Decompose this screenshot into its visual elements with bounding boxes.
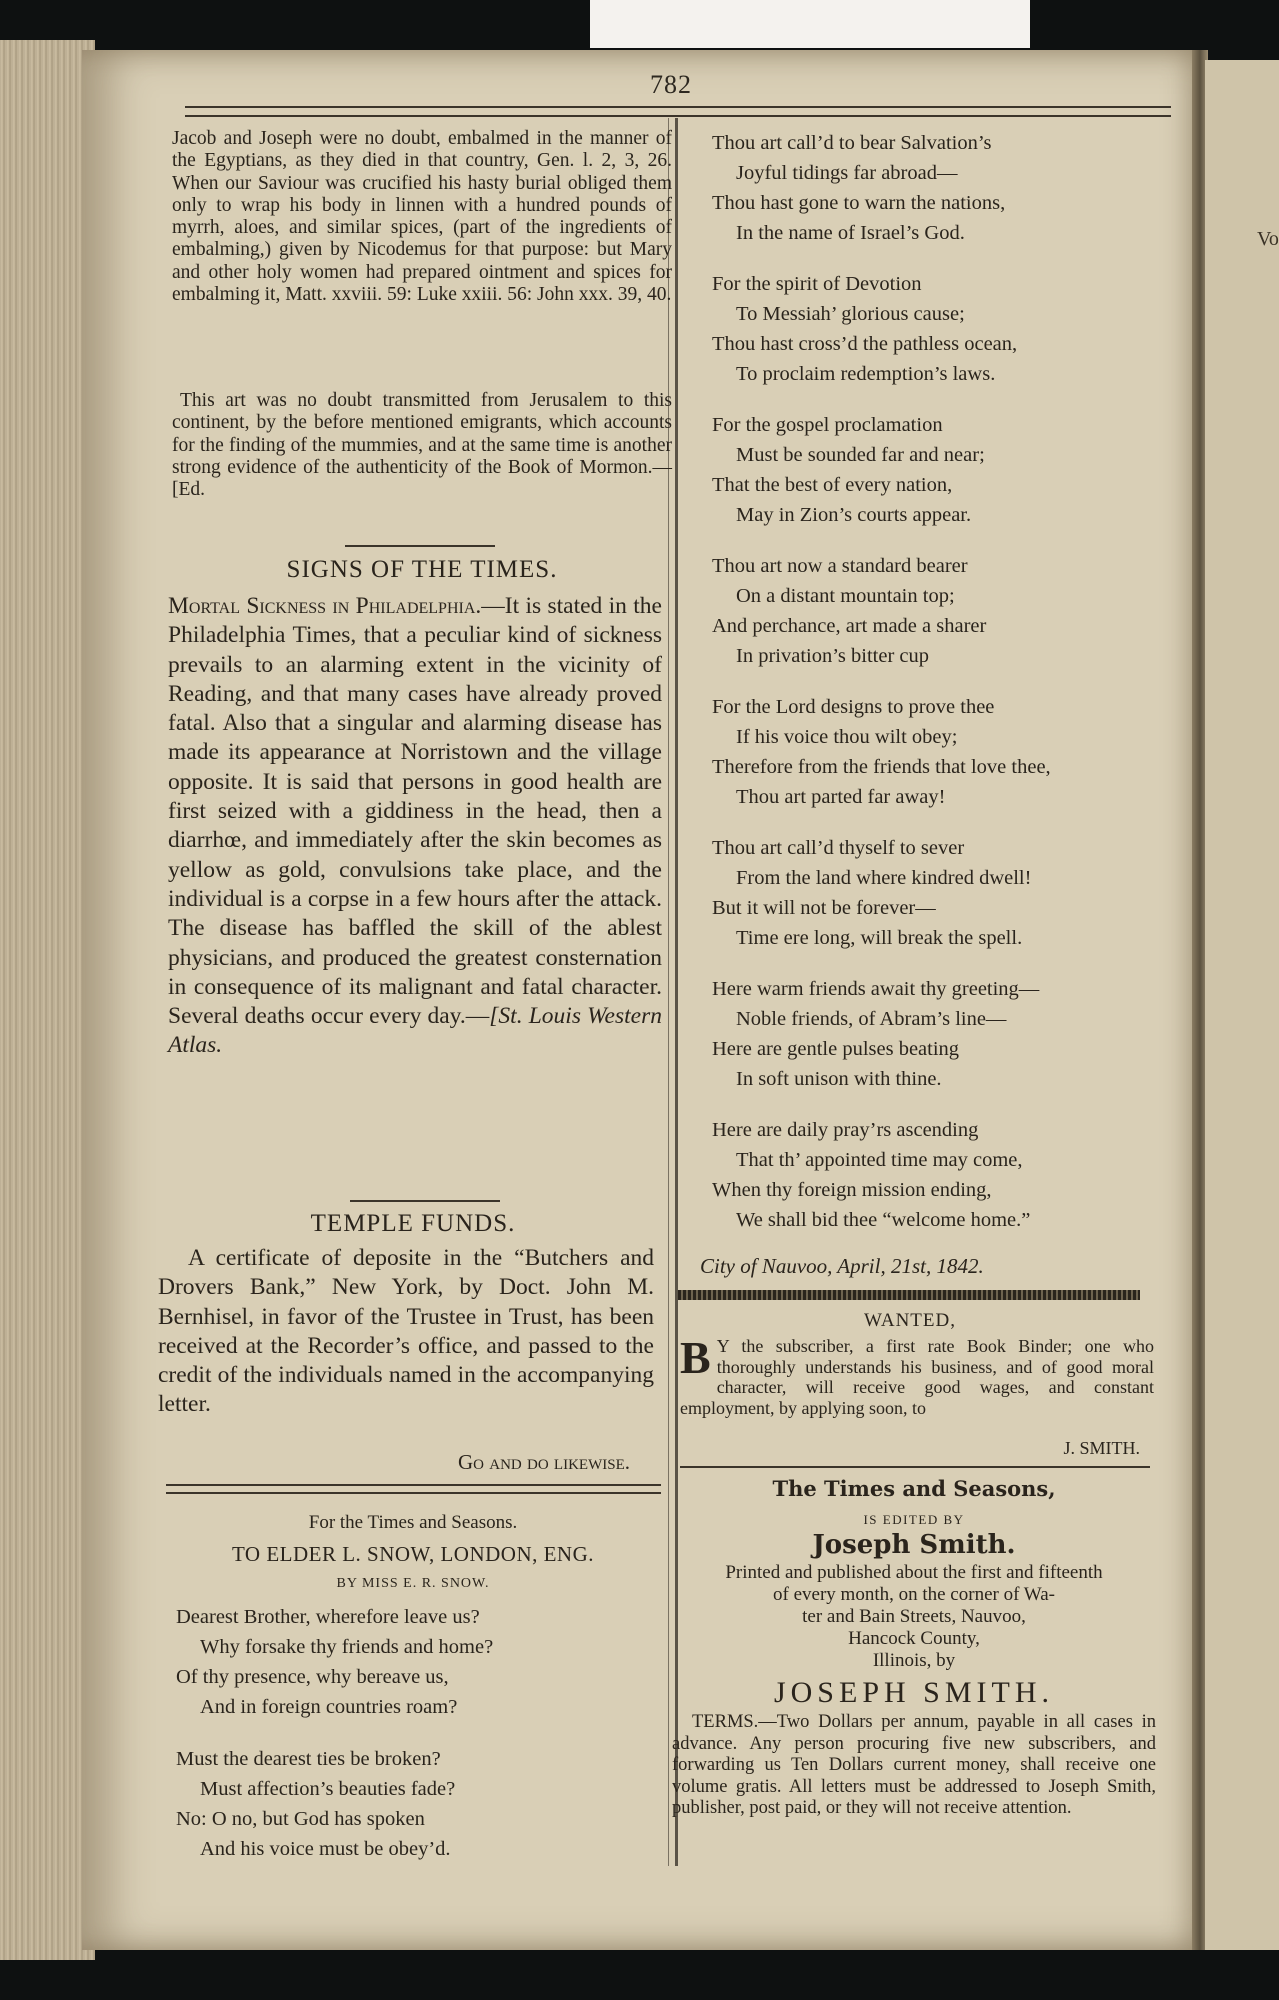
temple-heading: TEMPLE FUNDS. [310, 1210, 516, 1237]
poem-line: On a distant mountain top; [736, 585, 955, 607]
wanted-body: Y the subscriber, a first rate Book Binder; one who thoroughly understands his business, and of good moral character, will receive good wages, and constant employment, by applying soon, to [680, 1336, 1154, 1418]
section-rule [345, 545, 495, 547]
wanted-signature: J. SMITH. [1063, 1438, 1140, 1458]
masthead-details [666, 1562, 1162, 1672]
section-double-rule [166, 1484, 661, 1494]
poem-line: Thou art parted far away! [736, 786, 946, 808]
signs-article [168, 592, 662, 1061]
signs-body: —It is stated in the Philadelphia Times, that a peculiar kind of sickness prevails to an alarming extent in the vicinity of Reading, and that many cases have already proved fatal. Also that a singular and alarming disease has made its appearance at Norristown and the village opposite. It is said that persons in good health are first seized with a giddiness in the head, then a diarrhœ, and immediately after the skin becomes as yellow as gold, convulsions take place, and the individual is a corpse in a few hours after the attack. The disease has baffled the skill of the ablest physicians, and produced the greatest consternation in consequence of its malignant and fatal character. Several deaths occur every day.— [168, 593, 662, 1030]
page-number: 782 [650, 70, 692, 99]
poem-line: Thou art now a standard bearer [712, 555, 968, 577]
poem-line: Here warm friends await thy greeting— [712, 978, 1040, 1000]
poem-credit: For the Times and Seasons. [308, 1512, 518, 1533]
poem-line: And in foreign countries roam? [200, 1696, 458, 1718]
poem-line: Thou art call’d to bear Salvation’s [712, 132, 992, 154]
poem-line: For the Lord designs to prove thee [712, 696, 995, 718]
wanted-heading: WANTED, [864, 1310, 956, 1331]
poem-line: In soft unison with thine. [736, 1068, 942, 1090]
adjacent-page [1205, 60, 1279, 1950]
poem-line: Thou art call’d thyself to sever [712, 837, 965, 859]
poem-line: From the land where kindred dwell! [736, 867, 1032, 889]
header-rule [185, 106, 1171, 117]
poem-line: Thou hast cross’d the pathless ocean, [712, 333, 1018, 355]
signs-heading: SIGNS OF THE TIMES. [286, 556, 558, 583]
masthead-publisher: JOSEPH SMITH. [773, 1676, 1055, 1709]
poem-right-stanzas [712, 128, 1172, 1235]
book-page-edges [0, 40, 95, 1960]
poem-line: Here are daily pray’rs ascending [712, 1119, 979, 1141]
poem-line: Dearest Brother, wherefore leave us? [176, 1606, 480, 1628]
poem-line: We shall bid thee “welcome home.” [736, 1209, 1031, 1231]
poem-line: Must affection’s beauties fade? [200, 1778, 456, 1800]
poem-author: BY MISS E. R. SNOW. [336, 1576, 490, 1591]
poem-dateline: City of Nauvoo, April, 21st, 1842. [700, 1254, 984, 1278]
poem-line: Thou hast gone to warn the nations, [712, 192, 1006, 214]
poem-line: For the spirit of Devotion [712, 273, 922, 295]
poem-line: May in Zion’s courts appear. [736, 504, 972, 526]
poem-line: Joyful tidings far abroad— [736, 162, 958, 184]
poem-title: TO ELDER L. SNOW, LONDON, ENG. [231, 1542, 595, 1566]
embalming-paragraph: Jacob and Joseph were no doubt, embalmed in the manner of the Egyptians, as they died in that country, Gen. l. 2, 3, 26. When our Saviour was crucified his hasty burial obliged them only to wrap his body in linnen with a hundred pounds of myrrh, aloes, and similar spices, (part of the ingredients of embalming,) given by Nicodemus for that purpose: but Mary and other holy women had prepared ointment and spices for embalming it, Matt. xxviii. 59: Luke xxiii. 56: John xxx. 39, 40. [172, 128, 672, 306]
paper-slip [590, 0, 1030, 48]
poem-line: Here are gentle pulses beating [712, 1038, 960, 1060]
poem-line: That th’ appointed time may come, [736, 1149, 1023, 1171]
masthead-rule [680, 1466, 1150, 1468]
adjacent-page-fragment: Vo [1257, 228, 1279, 250]
wanted-dropcap: B [680, 1332, 711, 1383]
poem-line: Why forsake thy friends and home? [200, 1636, 494, 1658]
poem-line: No: O no, but God has spoken [176, 1808, 425, 1830]
masthead-edited-by: IS EDITED BY [863, 1512, 965, 1527]
signs-lead: Mortal Sickness in Philadelphia. [168, 593, 482, 619]
poem-line: Time ere long, will break the spell. [736, 927, 1023, 949]
poem-left-stanzas [176, 1602, 656, 1864]
masthead-line: Printed and published about the first and fifteenth [725, 1562, 1103, 1583]
poem-line: If his voice thou wilt obey; [736, 726, 958, 748]
temple-body: A certificate of deposite in the “Butchers and Drovers Bank,” New York, by Doct. John M. Bernhisel, in favor of the Trustee in Trust, has been received at the Recorder’s office, and passed to the credit of the individuals named in the accompanying letter. [158, 1245, 654, 1418]
terms-paragraph: TERMS.—Two Dollars per annum, payable in all cases in advance. Any person procuring five new subscribers, and forwarding us Ten Dollars current money, shall receive one volume gratis. All letters must be addressed to Joseph Smith, publisher, post paid, or they will not receive attention. [672, 1712, 1156, 1818]
wanted-advert [680, 1332, 1154, 1418]
masthead-line: of every month, on the corner of Wa- [773, 1584, 1055, 1605]
poem-line: And perchance, art made a sharer [712, 615, 987, 637]
poem-line: Must the dearest ties be broken? [176, 1748, 441, 1770]
transmitted-paragraph: This art was no doubt transmitted from Jerusalem to this continent, by the before mentioned emigrants, which accounts for the finding of the mummies, and at the same time is another strong evidence of the authenticity of the Book of Mormon.—[Ed. [172, 390, 672, 501]
masthead-line: ter and Bain Streets, Nauvoo, [802, 1606, 1026, 1627]
poem-line: Of thy presence, why bereave us, [176, 1666, 449, 1688]
poem-line: To proclaim redemption’s laws. [736, 363, 996, 385]
poem-line: Must be sounded far and near; [736, 444, 985, 466]
signs-source: [St. Louis Western Atlas. [168, 1003, 662, 1059]
poem-line: When thy foreign mission ending, [712, 1179, 992, 1201]
poem-line: In privation’s bitter cup [736, 645, 929, 667]
poem-line: And his voice must be obey’d. [200, 1838, 451, 1860]
poem-line: That the best of every nation, [712, 474, 953, 496]
poem-line: In the name of Israel’s God. [736, 222, 965, 244]
masthead-line: Hancock County, [848, 1628, 980, 1649]
masthead-line: Illinois, by [872, 1650, 956, 1671]
section-rule [350, 1200, 500, 1202]
poem-line: For the gospel proclamation [712, 414, 943, 436]
masthead-editor: Joseph Smith. [812, 1530, 1016, 1560]
poem-line: Therefore from the friends that love thee, [712, 756, 1051, 778]
temple-signoff: Go and do likewise. [458, 1450, 630, 1474]
poem-line: To Messiah’ glorious cause; [736, 303, 965, 325]
poem-line: Noble friends, of Abram’s line— [736, 1008, 1007, 1030]
poem-line: But it will not be forever— [712, 897, 936, 919]
ornamental-rule [678, 1290, 1140, 1300]
masthead-title: The Times and Seasons, [772, 1476, 1056, 1501]
